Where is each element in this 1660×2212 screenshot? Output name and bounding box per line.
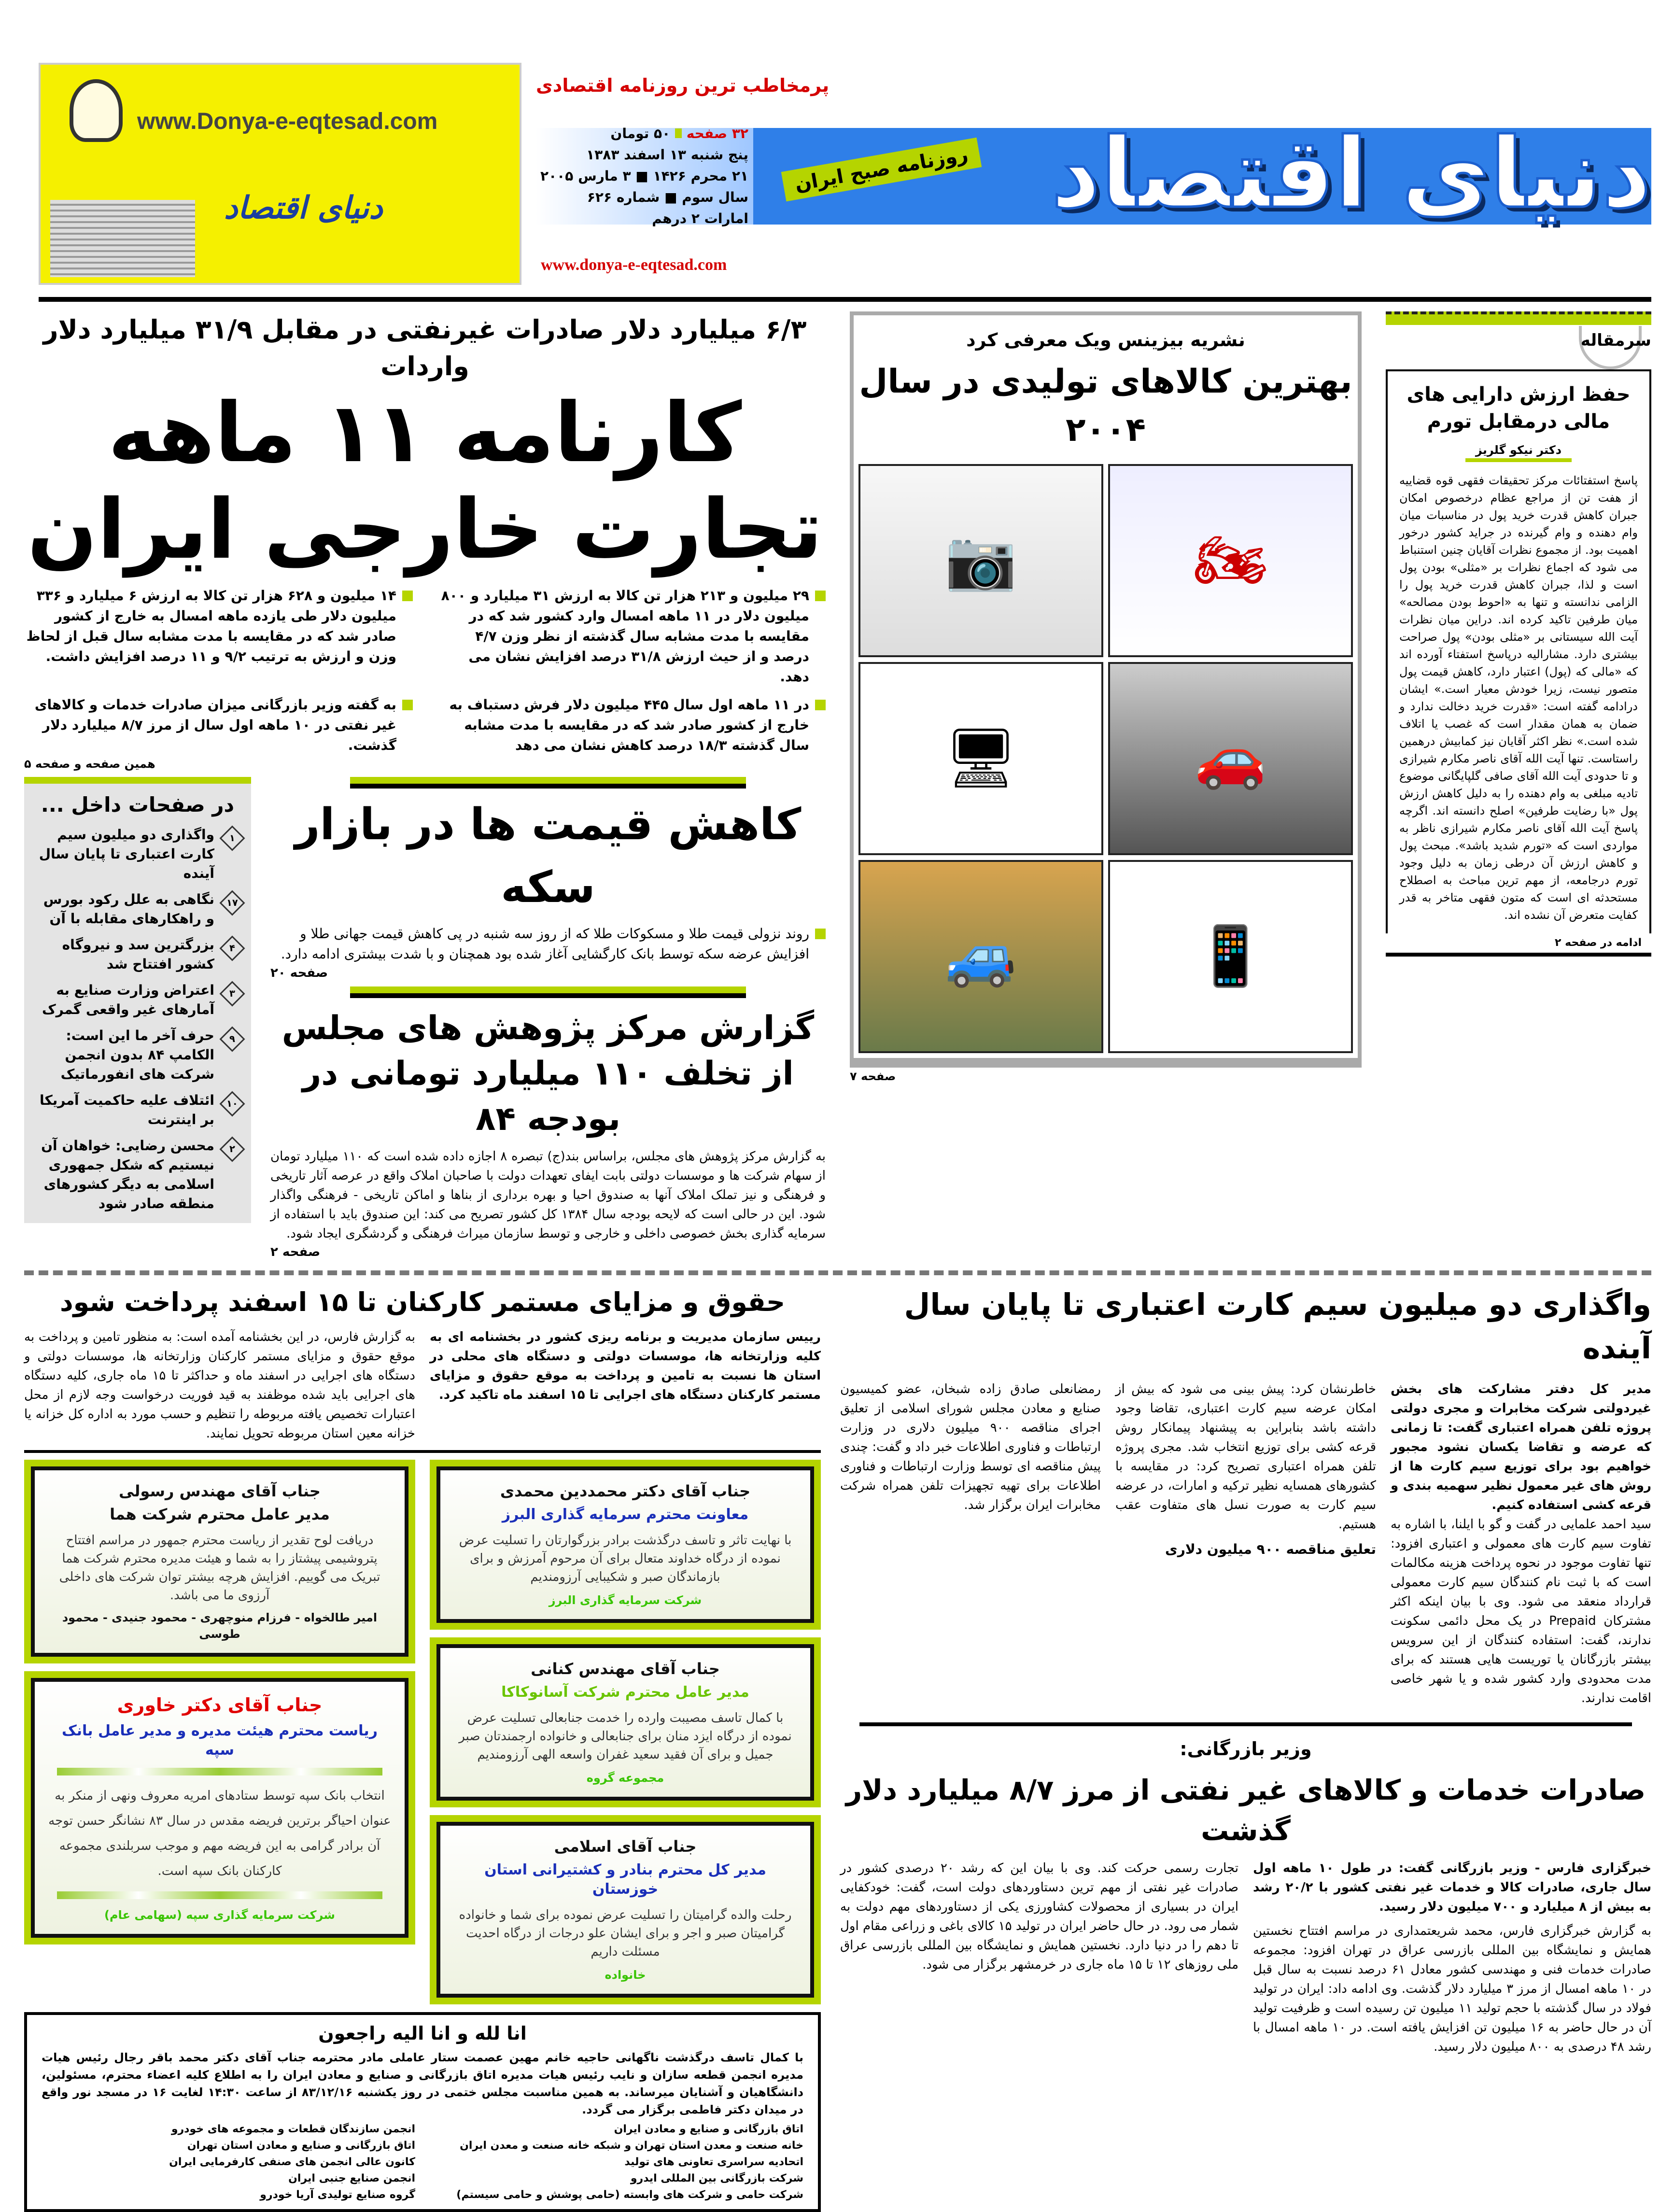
exports-kicker: وزیر بازرگانی: — [1180, 1738, 1312, 1760]
majlis-title-2: از تخلف ۱۱۰ میلیارد تومانی در بودجه ۸۴ — [302, 1055, 794, 1138]
inside-pages-box — [24, 777, 251, 1223]
simcard-story — [840, 1283, 1651, 1708]
condolence-notice[interactable] — [24, 2012, 821, 2212]
editorial-continued[interactable]: ادامه در صفحه ۲ — [1386, 933, 1651, 957]
index-item[interactable]: ۱۷ نگاهی به علل رکود بورس و راهکارهای مقابله با آن — [31, 890, 244, 929]
salary-body: به گزارش فارس، در این بخشنامه آمده است: به منظور تامین و پرداخت به موقع حقوق و مزایای مستمر کارکنان وزارتخانه ها، موسسات دولتی و دستگاه های اجرایی در اسفند ماه و حداکثر تا ۱۵ ماه جاری، کلیه دستگاه های اجرایی باید شده موظفند به قید فوریت درخواست وجه لازم از محل اعتبارات تخصیص یافته مربوطه را تنظیم و حسب مورد به اداره کل خزانه یا خزانه معین استان مربوطه تحویل نمایند. — [24, 1330, 416, 1441]
ad-condolence-kenani[interactable]: جناب آقای مهندس کنانی مدیر عامل محترم شرکت آسانوکاکا با کمال تاسف مصیبت وارده را خدمت جنابعالی تسلیت عرض نموده از درگاه ایزد منان برای جنابعالی و خانواده ارجمندتان صبر جمیل و برای آن فقید سعید غفران واسعه الهی آرزومندیم مجموعه گروه — [430, 1637, 821, 1807]
salary-story — [24, 1283, 821, 1443]
products-page-ref[interactable]: صفحه ۷ — [850, 1070, 896, 1083]
products-kicker: نشریه بیزینس ویک معرفی کرد — [966, 329, 1245, 351]
index-item[interactable]: ۹ حرف آخر ما این است: الکامپ ۸۴ بدون انجمن شرکت های انفورماتیک — [31, 1026, 244, 1084]
issue-info — [536, 123, 748, 229]
lead-page-ref[interactable]: همین صفحه و صفحه ۵ — [24, 757, 155, 771]
header-rule — [39, 297, 1651, 302]
majlis-body: به گزارش مرکز پژوهش های مجلس، براساس بند(ج) تبصره ۸ اجازه داده شده است که ۱۱۰ میلیارد تومان از سهام شرکت ها و موسسات دولتی بابت ایفای تعهدات دولت با صاحبان املاک واقع در عرصه آثار تاریخی و فرهنگی و نیز تملک املاک آنها به صندوق احیا و بهره برداری از بناها و اماکن تاریخی - فرهنگی واگذار شود. این در حالی است که لایحه بودجه سال ۱۳۸۴ کل کشور تصریح می کند: این صندوق باید با استفاده از سرمایه گذاری بخش خصوصی داخلی و خارجی و توسط سازمان میراث فرهنگی و گردشگری ایجاد شود. — [270, 1149, 826, 1241]
condolence-signers: اتاق بازرگانی و صنایع و معادن ایران انجمن سازندگان قطعات و مجموعه های خودرو خانه صنعت و معدن استان تهران و شبکه خانه صنعت و معدن ایران اتاق بازرگانی و صنایع و معادن استان تهران اتحادیه سراسری تعاونی های تولید کانون عالی انجمن های صنفی کارفرمایی ایران شرکت بازرگانی بین المللی ایدرو انجمن صنایع جنبی ایران شرکت حامی و شرکت های وابسته (حامی پوشش و حامی سیستم) گروه صنایع تولیدی آریا خودرو — [169, 2123, 803, 2201]
products-box — [850, 311, 1362, 1068]
simcard-col: رمضانعلی صادق زاده شبخان، عضو کمیسیون صنایع و معادن مجلس شورای اسلامی از تعلیق اجرای مناقصه ۹۰۰ میلیون دلاری در وزارت ارتباطات و فناوری اطلاعات خبر داد و گفت: چندی پیش مناقصه ای توسط وزارت ارتباطات و فناوری اطلاعات برای تهیه تجهیزات تلفن همراه شرکت مخابرات ایران برگزار شد. — [840, 1382, 1101, 1512]
coin-title: کاهش قیمت ها در بازار سکه — [295, 799, 802, 913]
motorcycle-photo: 🏍 — [1108, 464, 1353, 657]
salary-lead: رییس سازمان مدیریت و برنامه ریزی کشور در بخشنامه ای به کلیه وزارتخانه ها، موسسات دولتی و دستگاه های محلی در استان ها نسبت به تامین و پرداخت به موقع حقوق و مزایای مستمر کارکنان دستگاه های اجرایی تا ۱۵ اسفند ماه تاکید کرد. — [430, 1330, 821, 1402]
lead-bullet: ۲۹ میلیون و ۲۱۳ هزار تن کالا به ارزش ۳۱ میلیارد و ۸۰۰ میلیون دلار در ۱۱ ماهه امسال وارد کشور شد که در مقایسه با مدت مشابه سال گذشته از نظر وزن ۴/۷ درصد و از حیث ارزش ۳۱/۸ درصد افزایش نشان می دهد. — [437, 586, 826, 687]
date-other: ۲۱ محرم ۱۴۲۶ ■ ۳ مارس ۲۰۰۵ — [540, 168, 748, 184]
editorial-author: دکتر نیکو گلریز — [1465, 442, 1572, 462]
masthead-slogan: پرمخاطب ترین روزنامه اقتصادی — [536, 75, 830, 96]
ad-condolence-eslami[interactable]: جناب آقای اسلامی مدیر کل محترم بنادر و کشتیرانی استان خوزستان رحلت والده گرامیتان را تسلیت عرض نموده برای شما و خانواده گرامیتان صبر و اجر و برای ایشان علو درجات از درگاه احدیت مسئلت داریم خانواده — [430, 1815, 821, 2004]
ad-condolence-mohammadi[interactable]: جناب آقای دکتر محمددین محمدی معاونت محترم سرمایه گذاری البرز با نهایت تاثر و تاسف درگذشت برادر بزرگوارتان را تسلیت عرض نموده از درگاه خداوند متعال برای آن مرحوم آمرزش و برای بازماندگان صبر و شکیبایی آرزومندیم شرکت سرمایه گذاری البرز — [430, 1460, 821, 1630]
lightbulb-icon — [70, 79, 123, 142]
editorial-title: حفظ ارزش دارایی های مالی درمقابل تورم — [1407, 383, 1631, 433]
ad-congrats-khavari[interactable]: جناب آقای دکتر خاوری ریاست محترم هیئت مدیره و مدیر عامل بانک سپه انتخاب بانک سپه توسط ستادهای امریه معروف ونهی از منکر به عنوان احیاگر برترین فریضه مقدس در سال ۸۳ نشانگر حسن توجه آن برادر گرامی به این فریضه مهم و موجب سربلندی مجموعه کارکنان بانک سپه است. شرکت سرمایه گذاری سپه (سهامی عام) — [24, 1671, 415, 1944]
simcard-title: واگذاری دو میلیون سیم کارت اعتباری تا پایان سال آینده — [904, 1287, 1651, 1366]
lead-bullet: ۱۴ میلیون و ۶۲۸ هزار تن کالا به ارزش ۶ میلیارد و ۳۳۶ میلیون دلار طی یازده ماهه امسال به خارج از کشور صادر شد که در مقایسه با مدت مشابه سال قبل از لحاظ وزن و ارزش به ترتیب ۹/۲ و ۱۱ درصد افزایش داشت. — [24, 586, 413, 687]
simcard-lead: مدیر کل دفتر مشارکت های بخش غیردولتی شرکت مخابرات و مجری دولتی پروژه تلفن همراه اعتباری گفت: تا زمانی که عرضه و تقاضا یکسان نشود مجبور خواهیم بود برای توزیع سیم کارت ها از روش های غیر معمول نظیر سهمیه بندی و قرعه کشی استفاده کنیم. — [1391, 1382, 1651, 1512]
ads-rule — [24, 1450, 821, 1453]
exports-rule — [859, 1722, 1632, 1726]
lead-title-1: کارنامه ۱۱ ماهه — [108, 385, 742, 481]
salary-title: حقوق و مزایای مستمر کارکنان تا ۱۵ اسفند پرداخت شود — [59, 1287, 786, 1317]
editorial — [1386, 311, 1651, 957]
computer-photo: 🖥 — [858, 662, 1103, 855]
index-item[interactable]: ۱ واگذاری دو میلیون سیم کارت اعتباری تا پایان سال آینده — [31, 825, 244, 883]
exports-story — [840, 1736, 1651, 2057]
majlis-page-ref[interactable]: صفحه ۲ — [270, 1245, 321, 1259]
masthead-logo: دنیای اقتصاد — [1051, 117, 1651, 230]
suv-photo: 🚙 — [858, 860, 1103, 1053]
exports-col: تجارت رسمی حرکت کند. وی با بیان این که رشد ۲۰ درصدی کشور در صادرات غیر نفتی از مهم ترین دستاوردهای دولت است، گفت: خودکفایی ایران در بسیاری از محصولات کشاورزی یکی از دستاوردهای مهم دولت به شمار می رود. در حال حاضر ایران در تولید ۱۵ کالای باغی و زراعی مقام اول تا دهم را در دنیا دارد. نخستین همایش و نمایشگاه بین المللی بازرسی عراق ملی روزهای ۱۲ تا ۱۵ ماه جاری در خرمشهر برگزار می شود. — [840, 1861, 1238, 1972]
index-item[interactable]: ۳ اعتراض وزارت صنایع به آمارهای غیر واقعی گمرک — [31, 981, 244, 1019]
ad-logo: دنیای اقتصاد — [224, 190, 383, 226]
coin-body: روند نزولی قیمت طلا و مسکوکات طلا که از روز سه شنبه در پی کاهش قیمت جهانی طلا و افزایش عرضه سکه توسط بانک کارگشایی آغاز شده بود همچنان و با شدت بیشتری ادامه دارد. — [270, 924, 826, 964]
simcard-col: خاطرنشان کرد: پیش بینی می شود که بیش از امکان عرضه سیم کارت اعتباری، تقاضا وجود داشته باشد بنابراین به پیشنهاد پیمانکار روش قرعه کشی برای توزیع انتخاب شد. مجری پروژه تلفن همراه اعتباری تصریح کرد: در مقایسه با کشورهای همسایه نظیر ترکیه و امارات، در عرضه سیم کارت به صورت نسل های متفاوت عقب هستیم. — [1115, 1382, 1376, 1532]
index-item[interactable]: ۱۰ ائتلاف علیه حاکمیت آمریکا بر اینترنت — [31, 1091, 244, 1129]
camera-photo: 📷 — [858, 464, 1103, 657]
exports-col: به گزارش خبرگزاری فارس، محمد شریعتمداری در مراسم افتتاح نخستین همایش و نمایشگاه بین المللی بازرسی عراق در تهران افزود: مجموعه صادرات خدمات فنی و مهندسی کشور معادل ۶۱ درصد نسبت به سال قبل در ۱۰ ماهه امسال از مرز ۳ میلیارد دلار گذشت. وی ادامه داد: ایران در تولید فولاد در سال گذشته با حجم تولید ۱۱ میلیون تن رسیده است و ظرفیت تولید آن در حال حاضر به ۱۶ میلیون تن افزایش یافته است. در ۱۰ ماهه امسال با رشد ۴۸ درصدی به ۸۰۰ میلیون دلار رسید. — [1253, 1924, 1652, 2054]
uae-price: امارات ۲ درهم — [652, 211, 748, 226]
simcard-col: سید احمد علمایی در گفت و گو با ایلنا، با اشاره به تفاوت سیم کارت های معمولی و اعتباری افزود: تنها تفاوت موجود در نحوه پرداخت هزینه مکالمات است که با ثبت نام کنندگان سیم کارت معمولی قرارداد منعقد می شود. وی با بیان اینکه اکثر مشترکان Prepaid در یک محل دائمی سکونت ندارند، گفت: استفاده کنندگان از این سرویس بیشتر بازرگانان یا توریست هایی هستند که برای مدت محدودی وارد کشور شده و یا شهر خاصی اقامت ندارند. — [1391, 1517, 1651, 1705]
date-persian: پنج شنبه ۱۳ اسفند ۱۳۸۳ — [586, 147, 748, 163]
exports-title: صادرات خدمات و کالاهای غیر نفتی از مرز ۸/۷ میلیارد دلار گذشت — [845, 1774, 1646, 1847]
issue-number: سال سوم ■ شماره ۶۲۶ — [587, 189, 748, 205]
page-count: ۳۲ صفحه — [686, 126, 748, 141]
car-photo: 🚗 — [1108, 662, 1353, 855]
lead-kicker: ۶/۳ میلیارد دلار صادرات غیرنفتی در مقابل ۳۱/۹ میلیارد دلار واردات — [43, 314, 807, 381]
price: ۵۰ تومان — [610, 126, 671, 141]
index-item[interactable]: ۲ محسن رضایی: خواهان آن نیستیم که شکل جمهوری اسلامی به دیگر کشورهای منطقه صادر شود — [31, 1136, 244, 1213]
index-item[interactable]: ۴ بزرگترین سد و نیروگاه کشور افتتاح شد — [31, 935, 244, 974]
condolence-body: با کمال تاسف درگذشت ناگهانی حاجیه خانم مهین عصمت ستار عاملی مادر محترمه جناب آقای دکتر محمد باقر رجال رئیس هیات مدیره انجمن قطعه سازان و نایب رئیس هیات مدیره اتاق بازرگانی و صنایع و معادن ایران را به اطلاع کلیه اعضاء محترم، مسئولین، دانشگاهیان و آشنایان میرساند. به همین مناسبت مجلس ختمی در روز یکشنبه ۸۳/۱۲/۱۶ از ساعت ۱۴:۳۰ لغایت ۱۶ در مسجد نور واقع در میدان دکتر فاطمی برگزار می گردد. — [42, 2051, 804, 2116]
coin-page-ref[interactable]: صفحه ۲۰ — [270, 966, 328, 980]
section-divider — [24, 1270, 1651, 1275]
products-title: بهترین کالاهای تولیدی در سال ۲۰۰۴ — [859, 363, 1352, 449]
tagline: روزنامه صبح ایران — [781, 138, 982, 201]
newspaper-stack-icon — [50, 200, 195, 277]
coin-story — [270, 777, 826, 1261]
lead-bullet: به گفته وزیر بازرگانی میزان صادرات خدمات و کالاهای غیر نفتی در ۱۰ ماهه اول سال از مرز ۸/۷ میلیارد دلار گذشت. — [24, 695, 413, 756]
lead-bullet: در ۱۱ ماهه اول سال ۴۴۵ میلیون دلار فرش دستباف به خارج از کشور صادر شد که در مقایسه با مدت مشابه سال گذشته ۱۸/۳ درصد کاهش نشان می دهد — [437, 695, 826, 756]
lead-bullets — [24, 586, 826, 756]
header-ad-box[interactable] — [39, 63, 521, 285]
ad-url: www.Donya-e-eqtesad.com — [137, 109, 438, 134]
condolence-title: انا لله و انا الیه راجعون — [318, 2023, 527, 2044]
majlis-title-1: گزارش مرکز پژوهش های مجلس — [281, 1009, 815, 1047]
editorial-body: پاسخ استفتائات مرکز تحقیقات فقهی قوه قضاییه از هفت تن از مراجع عظام درخصوص امکان جبران کاهش قدرت خرید پول در مناسبات میان وام دهنده و وام گیرنده در جراید کشور درخور اهمیت بود. از مجموع نظرات آقایان چنین استنباط می شود که اجماع نظرات بر «مثلی» بودن پول است و لذا، جبران کاهش قدرت خرید پول را الزامی ندانسته و تنها به «احوط بودن مصالحه» میان طرفین تاکید کرده اند. دراین میان نظرات آیت الله سیستانی بر «مثلی بودن» پول صراحت بیشتری دارد. مشارالیه درپاسخ استفتاء آورده اند که «مالی که (پول) اعتبار دارد، کاهش قیمت پول متصور نیست، زیرا خودش معیار است.» ایشان درادامه گفته است: «قدرت خرید دخالت ندارد و ضمان به همان مقدار است که غصب یا اتلاف شده است.» نظر اکثر آقایان نیز کمابیش درهمین راستاست. تنها آیت الله آقای ناصر مکارم شیرازی و تا حدودی آیت الله آقای صافی گلپایگانی موضوع تادیه مبلغی به وام دهنده را به دلیل کاهش ارزش پول «با رضایت طرفین» اصلح دانسته اند. اگرچه پاسخ آیت الله آقای ناصر مکارم شیرازی ناظر به مواردی است که «تورم شدید باشد». مبحث پول و کاهش ارزش آن درطی زمان به دلیل وجود تورم درجامعه، از مهم ترین مباحث به اصطلاح مستحدثه ای است که متون فقهی متاخر به قدر کفایت متعرض آن نشده اند. — [1399, 474, 1638, 922]
inside-pages-title: در صفحات داخل ... — [41, 793, 235, 817]
masthead-url[interactable]: www.donya-e-eqtesad.com — [541, 256, 727, 274]
editorial-section: سرمقاله — [1580, 331, 1651, 350]
ad-congrats-rasouli[interactable]: جناب آقای مهندس رسولی مدیر عامل محترم شرکت هما دریافت لوح تقدیر از ریاست محترم جمهور در مراسم افتتاح پتروشیمی پیشتاز را به شما و هیئت مدیره محترم شرکت هما تبریک می گوییم. افزایش هرچه بیشتر توان شرکت های داخلی آرزوی ما می باشد. امیر طالخواه - فرزام منوچهری - محمود جنیدی - محمود طوسی — [24, 1460, 415, 1663]
exports-lead: خبرگزاری فارس - وزیر بازرگانی گفت: در طول ۱۰ ماهه اول سال جاری، صادرات کالا و خدمات غیر نفتی کشور با ۲۰/۲ رشد به بیش از ۸ میلیارد و ۷۰۰ میلیون دلار رسید. — [1253, 1861, 1652, 1914]
mobile-phone-photo: 📱 — [1108, 860, 1353, 1053]
simcard-subhead: تعلیق مناقصه ۹۰۰ میلیون دلاری — [1165, 1541, 1376, 1557]
lead-title-2: تجارت خارجی ایران — [27, 482, 823, 578]
